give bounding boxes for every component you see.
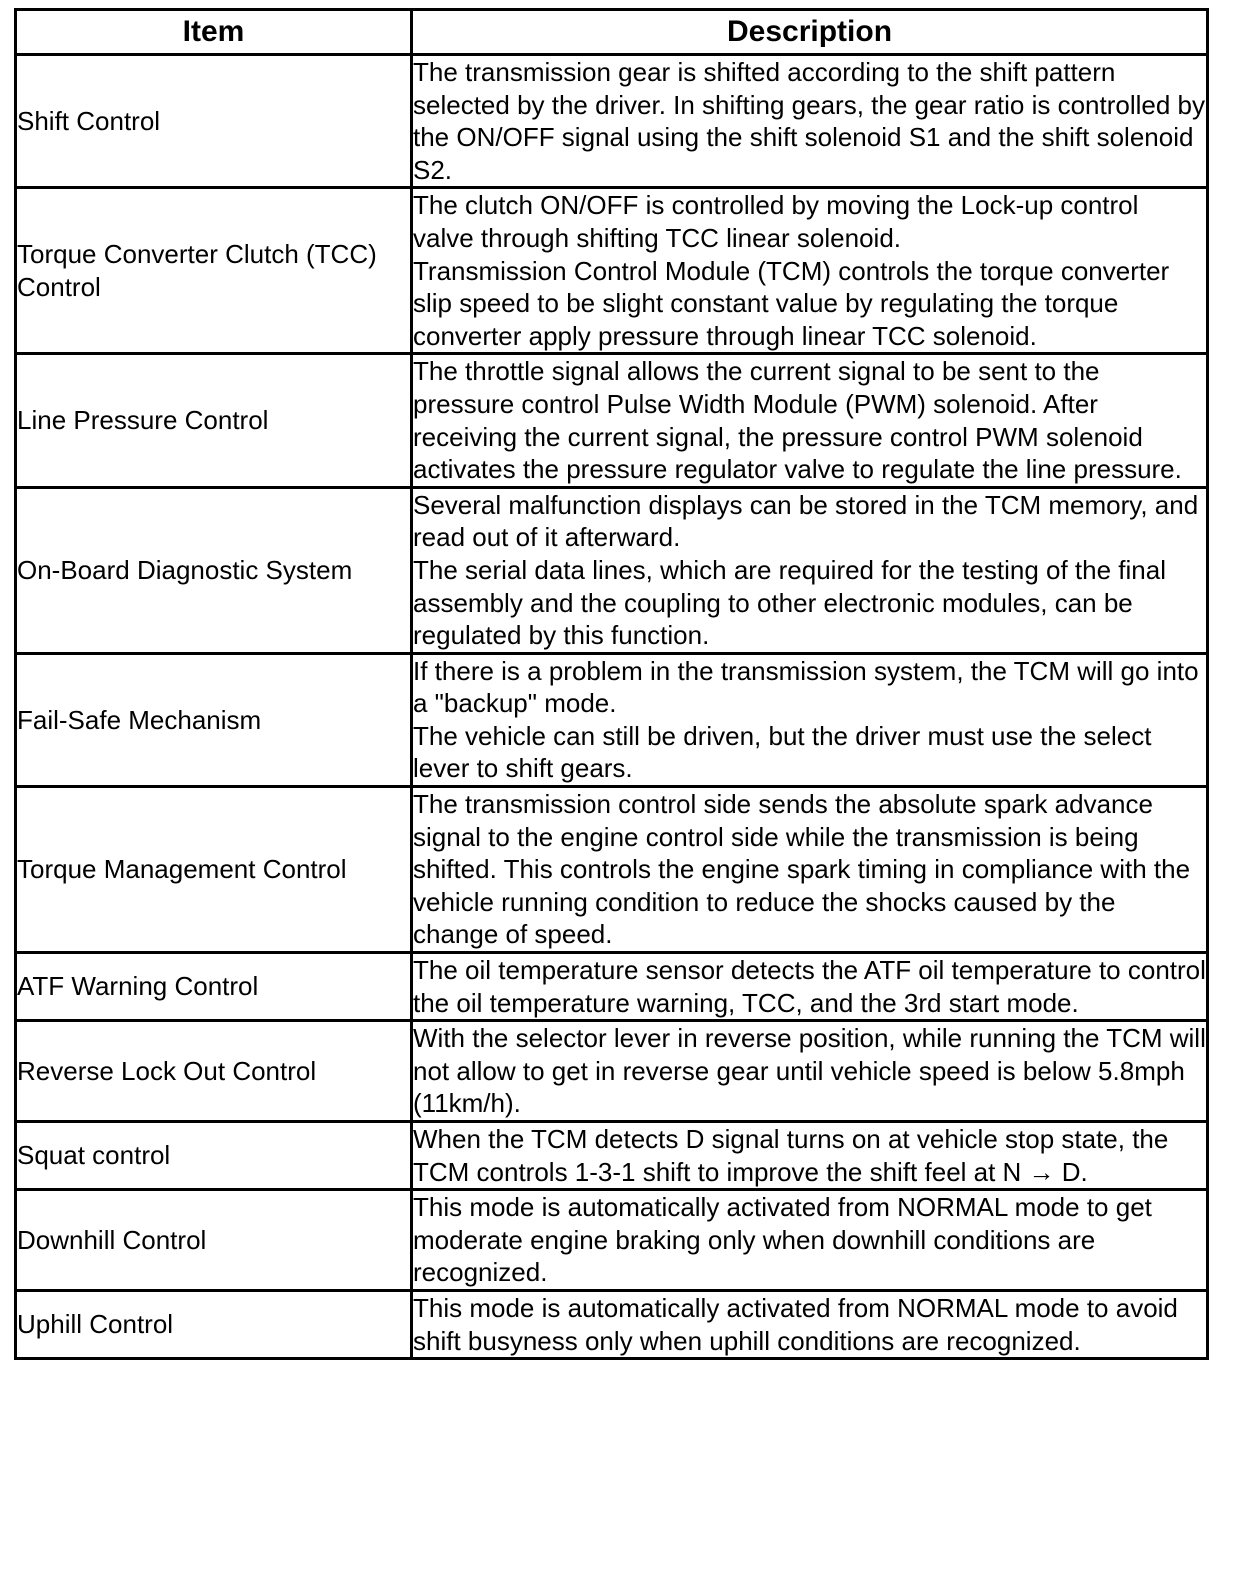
table-row: [16, 55, 1208, 188]
function-table: [14, 8, 1209, 1360]
description-cell: [412, 487, 1208, 653]
item-cell: Fail-Safe Mechanism: [16, 653, 412, 786]
description-cell: [412, 354, 1208, 487]
description-paragraph: The vehicle can still be driven, but the driver must use the select lever to shift gears.: [413, 720, 1152, 784]
description-paragraph: The transmission control side sends the absolute spark advance signal to the engine control side while the transmission is being shifted. This controls the engine spark timing in compliance with the vehicle running condition to reduce the shocks caused by the change of speed.: [413, 789, 1191, 950]
description-paragraph: This mode is automatically activated from NORMAL mode to avoid shift busyness only when uphill conditions are recognized.: [413, 1292, 1178, 1356]
table-header-row: [16, 10, 1208, 55]
table-row: [16, 1021, 1208, 1122]
item-cell: Torque Converter Clutch (TCC) Control: [16, 188, 412, 354]
description-cell: [412, 653, 1208, 786]
item-cell: ATF Warning Control: [16, 953, 412, 1021]
description-paragraph: With the selector lever in reverse position, while running the TCM will not allow to get in reverse gear until vehicle speed is below 5.8mph (11km/h).: [413, 1023, 1206, 1119]
description-cell: [412, 953, 1208, 1021]
description-paragraph: The throttle signal allows the current signal to be sent to the pressure control Pulse Width Module (PWM) solenoid. After receiving the current signal, the pressure control PWM solenoid activates the pressure regulator valve to regulate the line pressure.: [413, 356, 1182, 485]
item-cell: Line Pressure Control: [16, 354, 412, 487]
item-cell: Reverse Lock Out Control: [16, 1021, 412, 1122]
description-cell: [412, 1190, 1208, 1291]
table-row: [16, 1190, 1208, 1291]
table-row: [16, 354, 1208, 487]
table-row: [16, 1122, 1208, 1190]
description-paragraph: If there is a problem in the transmission system, the TCM will go into a "backup" mode.: [413, 655, 1199, 719]
table-row: [16, 787, 1208, 953]
item-cell: Uphill Control: [16, 1290, 412, 1358]
description-cell: [412, 188, 1208, 354]
item-cell: On-Board Diagnostic System: [16, 487, 412, 653]
description-cell: [412, 55, 1208, 188]
description-paragraph: The oil temperature sensor detects the ATF oil temperature to control the oil temperature warning, TCC, and the 3rd start mode.: [413, 955, 1206, 1018]
description-paragraph: The serial data lines, which are required for the testing of the final assembly and the coupling to other electronic modules, can be regulated by this function.: [413, 554, 1166, 651]
table-row: [16, 953, 1208, 1021]
description-cell: [412, 1021, 1208, 1122]
item-cell: Shift Control: [16, 55, 412, 188]
item-cell: Squat control: [16, 1122, 412, 1190]
description-paragraph: The clutch ON/OFF is controlled by moving the Lock-up control valve through shifting TCC linear solenoid.: [413, 190, 1139, 253]
description-paragraph: The transmission gear is shifted according to the shift pattern selected by the driver. In shifting gears, the gear ratio is controlled by the ON/OFF signal using the shift solenoid S1 and the shift solenoid S2.: [413, 57, 1205, 185]
table-row: [16, 1290, 1208, 1358]
description-cell: [412, 1290, 1208, 1358]
table-row: [16, 487, 1208, 653]
description-paragraph: Several malfunction displays can be stored in the TCM memory, and read out of it afterward.: [413, 489, 1199, 553]
description-paragraph: Transmission Control Module (TCM) controls the torque converter slip speed to be slight constant value by regulating the torque converter apply pressure through linear TCC solenoid.: [413, 255, 1170, 351]
item-cell: Torque Management Control: [16, 787, 412, 953]
header-description: Description: [412, 10, 1208, 55]
description-cell: [412, 1122, 1208, 1190]
table-row: [16, 653, 1208, 786]
table-row: [16, 188, 1208, 354]
header-item: Item: [16, 10, 412, 55]
description-paragraph: This mode is automatically activated from NORMAL mode to get moderate engine braking only when downhill conditions are recognized.: [413, 1192, 1152, 1288]
description-paragraph: When the TCM detects D signal turns on at vehicle stop state, the TCM controls 1-3-1 shift to improve the shift feel at N → D.: [413, 1124, 1169, 1187]
description-cell: [412, 787, 1208, 953]
item-cell: Downhill Control: [16, 1190, 412, 1291]
